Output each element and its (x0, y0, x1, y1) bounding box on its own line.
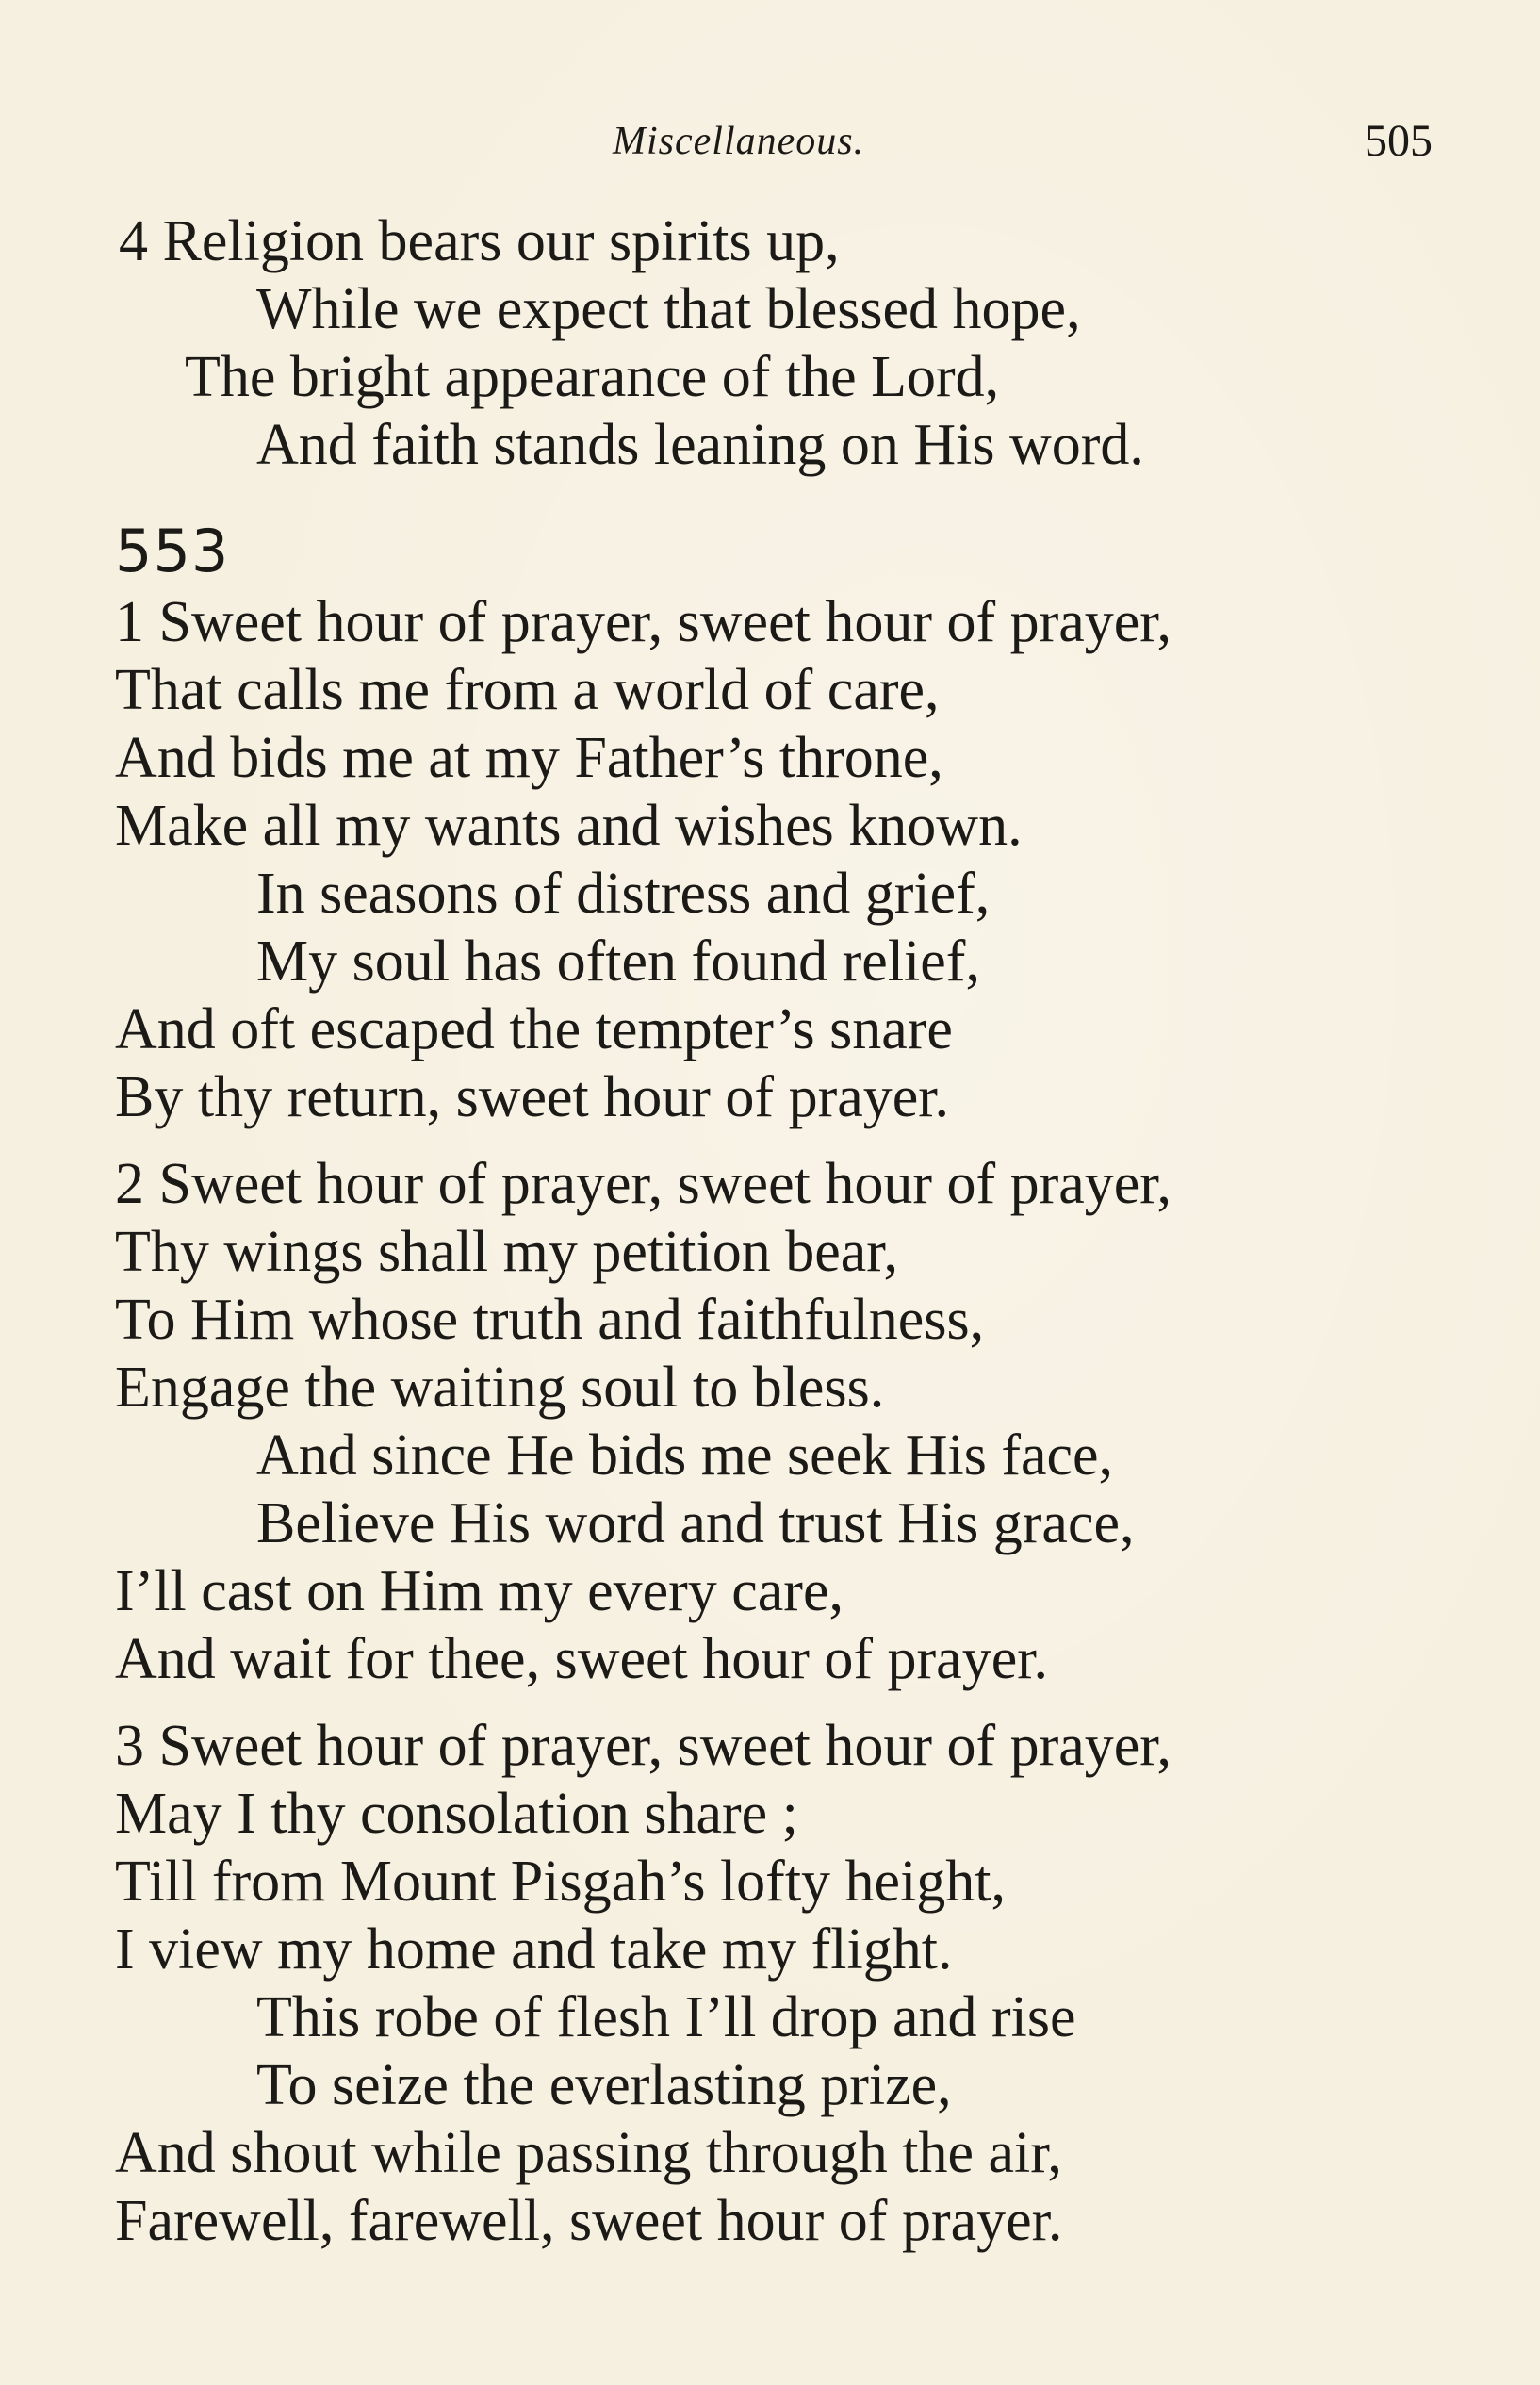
stanza-line: May I thy consolation share ; (115, 1782, 798, 1846)
stanza-line: This robe of flesh I’ll drop and rise (256, 1985, 1076, 2049)
stanza-line: And bids me at my Father’s throne, (115, 726, 943, 790)
stanza-line: And since He bids me seek His face, (256, 1423, 1114, 1488)
stanza-line: Make all my wants and wishes known. (115, 794, 1023, 858)
page-header (0, 111, 1540, 177)
stanza-line: And shout while passing through the air, (115, 2121, 1062, 2185)
hymn-number: 553 (115, 517, 230, 585)
stanza-line: And oft escaped the tempter’s snare (115, 997, 953, 1061)
stanza-line: By thy return, sweet hour of prayer. (115, 1065, 949, 1129)
stanza-line: I’ll cast on Him my every care, (115, 1559, 844, 1623)
stanza-line: Thy wings shall my petition bear, (115, 1220, 898, 1284)
stanza-line: To Him whose truth and faithfulness, (115, 1288, 985, 1352)
stanza-line: And wait for thee, sweet hour of prayer. (115, 1627, 1048, 1691)
stanza-line: Till from Mount Pisgah’s lofty height, (115, 1850, 1007, 1914)
stanza-line: 2 Sweet hour of prayer, sweet hour of prayer, (115, 1152, 1171, 1216)
stanza-line: Engage the waiting soul to bless. (115, 1356, 885, 1420)
page-number: 505 (1365, 116, 1433, 166)
stanza-line: I view my home and take my flight. (115, 1917, 953, 1982)
stanza-line: 3 Sweet hour of prayer, sweet hour of prayer, (115, 1714, 1171, 1778)
stanza-line: To seize the everlasting prize, (256, 2053, 952, 2117)
stanza-line: In seasons of distress and grief, (256, 862, 991, 926)
stanza-line: The bright appearance of the Lord, (185, 345, 1000, 409)
stanza-line: Believe His word and trust His grace, (256, 1491, 1135, 1555)
stanza-line: While we expect that blessed hope, (256, 277, 1081, 341)
stanza-line: Farewell, farewell, sweet hour of prayer. (115, 2189, 1063, 2253)
running-title: Miscellaneous. (613, 120, 865, 163)
stanza-line: That calls me from a world of care, (115, 658, 940, 722)
stanza-line: 1 Sweet hour of prayer, sweet hour of prayer, (115, 590, 1171, 654)
stanza-line: 4 Religion bears our spirits up, (119, 209, 840, 273)
stanza-line: And faith stands leaning on His word. (256, 413, 1144, 477)
stanza-line: My soul has often found relief, (256, 929, 980, 994)
